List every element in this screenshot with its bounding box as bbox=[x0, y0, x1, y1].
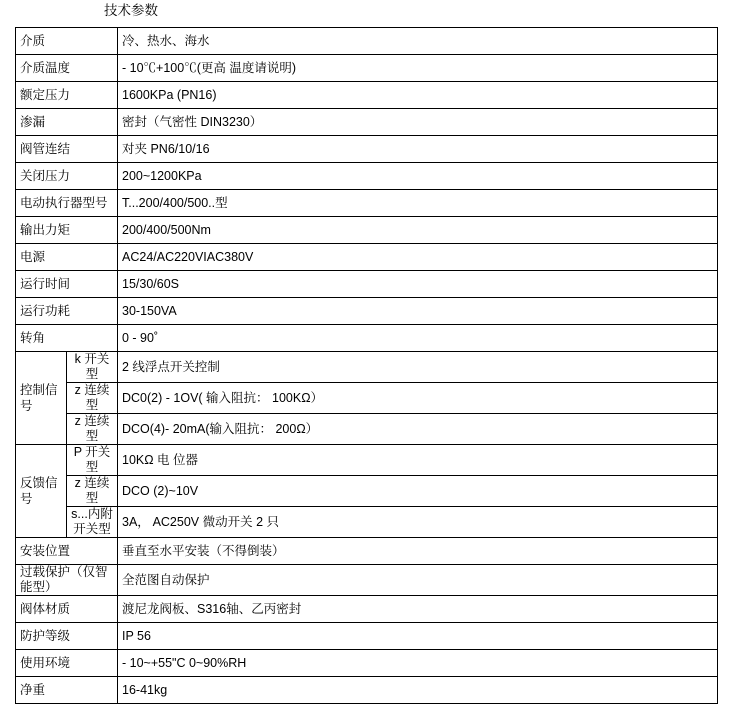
table-row bbox=[16, 55, 718, 82]
row-label: 关闭压力 bbox=[16, 163, 118, 190]
control-signal-label bbox=[16, 352, 67, 445]
row-label: 介质 bbox=[16, 28, 118, 55]
feedback-signal-value: 10KΩ 电 位器 bbox=[118, 445, 718, 476]
row-label: 转角 bbox=[16, 325, 118, 352]
specification-table bbox=[15, 27, 718, 704]
control-signal-sublabel: z 连续型 bbox=[67, 383, 118, 414]
table-row bbox=[16, 650, 718, 677]
control-signal-sublabel: k 开关型 bbox=[67, 352, 118, 383]
table-row bbox=[16, 596, 718, 623]
table-row bbox=[16, 82, 718, 109]
table-row-control-signal bbox=[16, 414, 718, 445]
row-value: 全范图自动保护 bbox=[118, 565, 718, 596]
row-label: 阀体材质 bbox=[16, 596, 118, 623]
row-label: 输出力矩 bbox=[16, 217, 118, 244]
row-value: 渡尼龙阀板、S316轴、乙丙密封 bbox=[118, 596, 718, 623]
row-label: 净重 bbox=[16, 677, 118, 704]
row-value: 1600KPa (PN16) bbox=[118, 82, 718, 109]
row-label: 防护等级 bbox=[16, 623, 118, 650]
table-row bbox=[16, 217, 718, 244]
row-label: 渗漏 bbox=[16, 109, 118, 136]
row-label: 过载保护（仅智能型） bbox=[16, 565, 118, 596]
row-value: 垂直至水平安装（不得倒装） bbox=[118, 538, 718, 565]
control-signal-value: 2 线浮点开关控制 bbox=[118, 352, 718, 383]
feedback-signal-sublabel: z 连续型 bbox=[67, 476, 118, 507]
feedback-signal-sublabel: P 开关型 bbox=[67, 445, 118, 476]
table-row bbox=[16, 271, 718, 298]
table-row bbox=[16, 28, 718, 55]
table-row bbox=[16, 136, 718, 163]
table-row bbox=[16, 109, 718, 136]
table-row bbox=[16, 190, 718, 217]
table-row bbox=[16, 623, 718, 650]
row-value: AC24/AC220VIAC380V bbox=[118, 244, 718, 271]
row-label: 阀管连结 bbox=[16, 136, 118, 163]
row-value: 16-41kg bbox=[118, 677, 718, 704]
row-label: 介质温度 bbox=[16, 55, 118, 82]
table-row bbox=[16, 163, 718, 190]
row-value: T...200/400/500..型 bbox=[118, 190, 718, 217]
table-row-control-signal bbox=[16, 383, 718, 414]
row-label: 安装位置 bbox=[16, 538, 118, 565]
page-title: 技术参数 bbox=[104, 3, 158, 18]
table-row-feedback-signal bbox=[16, 445, 718, 476]
row-value: 对夹 PN6/10/16 bbox=[118, 136, 718, 163]
row-value: 密封（气密性 DIN3230） bbox=[118, 109, 718, 136]
table-row bbox=[16, 538, 718, 565]
row-label: 使用环境 bbox=[16, 650, 118, 677]
row-value: - 10~+55"C 0~90%RH bbox=[118, 650, 718, 677]
row-value: - 10℃+100℃(更高 温度请说明) bbox=[118, 55, 718, 82]
table-row bbox=[16, 565, 718, 596]
table-row bbox=[16, 298, 718, 325]
row-value: 0 - 90˚ bbox=[118, 325, 718, 352]
table-row-feedback-signal bbox=[16, 476, 718, 507]
table-row-feedback-signal bbox=[16, 507, 718, 538]
row-value: 15/30/60S bbox=[118, 271, 718, 298]
row-label: 电动执行器型号 bbox=[16, 190, 118, 217]
row-value: 200/400/500Nm bbox=[118, 217, 718, 244]
control-signal-label-text: 控制信号 bbox=[20, 383, 58, 413]
control-signal-sublabel: z 连续型 bbox=[67, 414, 118, 445]
table-row bbox=[16, 244, 718, 271]
feedback-signal-label-text: 反馈信号 bbox=[20, 476, 58, 506]
row-value: IP 56 bbox=[118, 623, 718, 650]
feedback-signal-label bbox=[16, 445, 67, 538]
table-row-control-signal bbox=[16, 352, 718, 383]
row-label: 额定压力 bbox=[16, 82, 118, 109]
row-value: 冷、热水、海水 bbox=[118, 28, 718, 55]
row-value: 200~1200KPa bbox=[118, 163, 718, 190]
control-signal-value: DC0(2) - 1OV( 输入阻抗： 100KΩ） bbox=[118, 383, 718, 414]
row-value: 30-150VA bbox=[118, 298, 718, 325]
row-label: 电源 bbox=[16, 244, 118, 271]
row-label: 运行功耗 bbox=[16, 298, 118, 325]
row-label: 运行时间 bbox=[16, 271, 118, 298]
feedback-signal-sublabel: s...内附开关型 bbox=[67, 507, 118, 538]
feedback-signal-value: DCO (2)~10V bbox=[118, 476, 718, 507]
table-row bbox=[16, 677, 718, 704]
control-signal-value: DCO(4)- 20mA(输入阻抗： 200Ω） bbox=[118, 414, 718, 445]
table-row bbox=[16, 325, 718, 352]
feedback-signal-value: 3A， AC250V 微动开关 2 只 bbox=[118, 507, 718, 538]
